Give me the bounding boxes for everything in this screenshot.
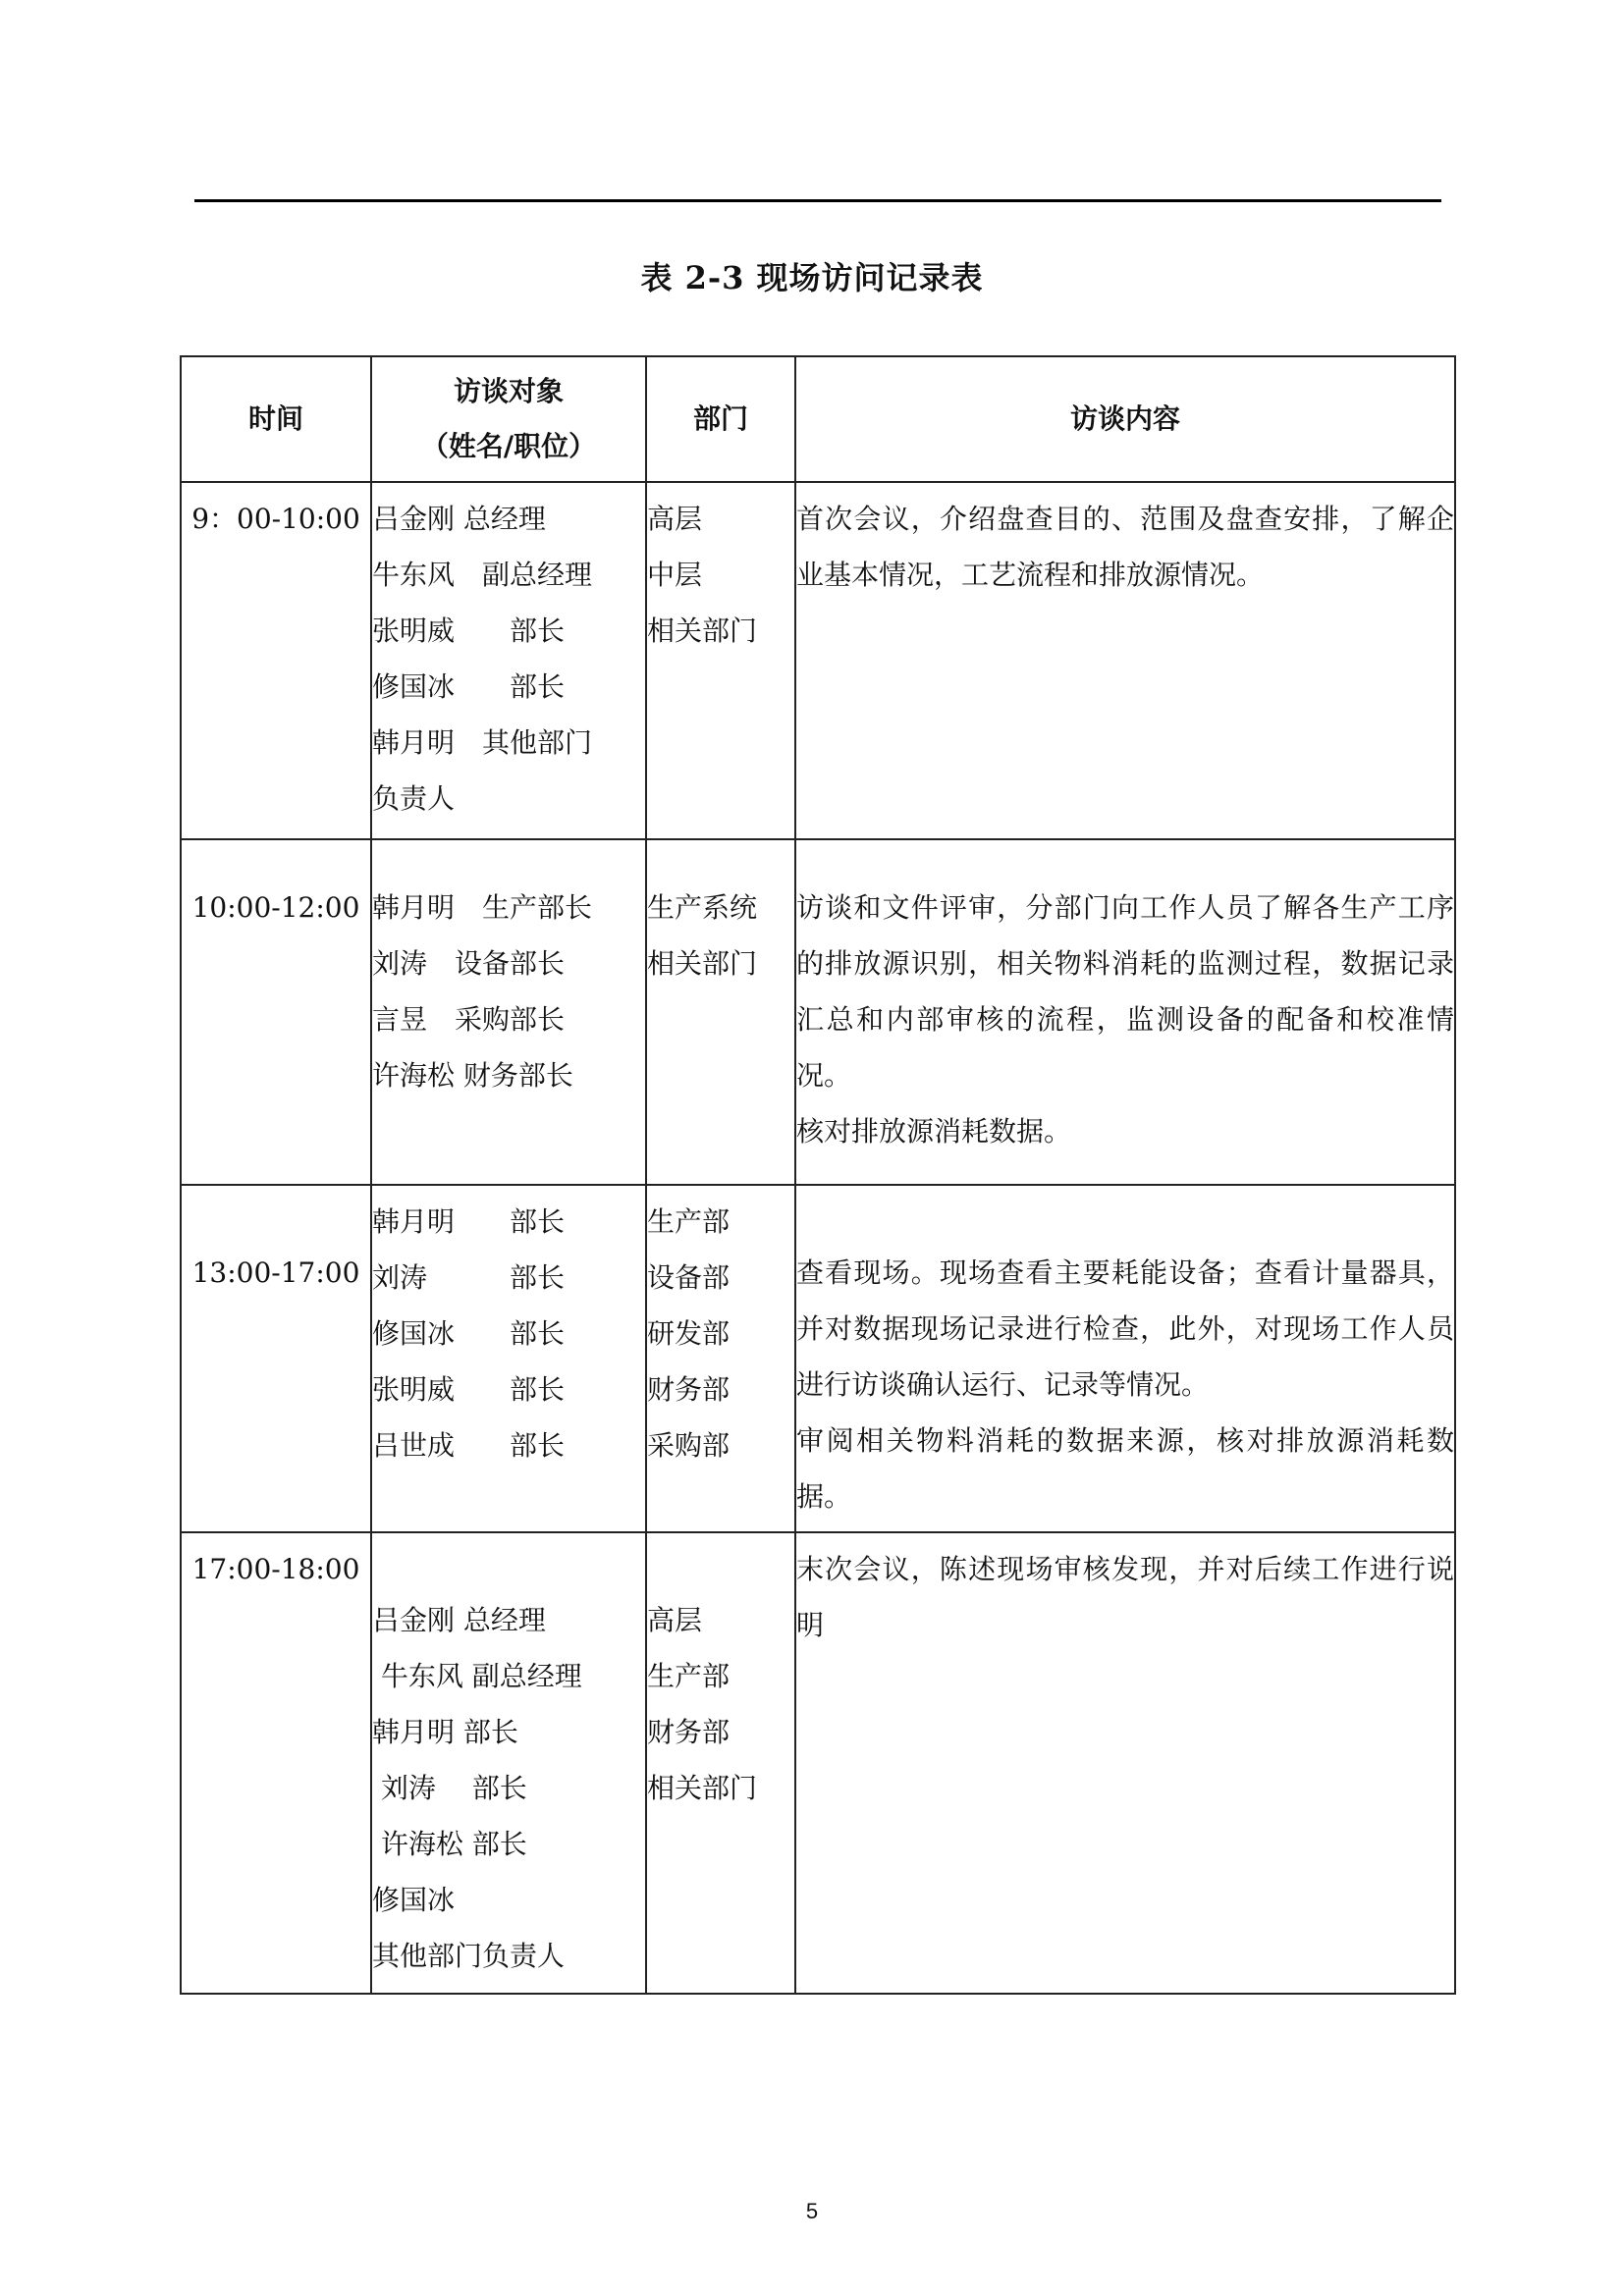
interviewee-line: 修国冰 部长 <box>372 1317 566 1350</box>
interviewee-line: 韩月明 部长 <box>372 1716 518 1748</box>
interviewee-line: 韩月明 部长 <box>372 1205 566 1238</box>
department-line: 相关部门 <box>647 947 758 980</box>
department-line: 生产部 <box>647 1205 731 1238</box>
time-cell <box>181 482 371 839</box>
table-row <box>181 839 1455 1185</box>
table-header-row <box>181 356 1455 482</box>
department-line: 相关部门 <box>647 614 758 647</box>
interviewee-line: 刘涛 设备部长 <box>372 947 566 980</box>
table-row <box>181 1185 1455 1532</box>
time-text: 13:00-17:00 <box>191 1256 360 1289</box>
interviewee-line: 牛东风 副总经理 <box>372 559 593 591</box>
interviewee-line: 许海松 财务部长 <box>372 1059 573 1092</box>
table-row <box>181 1532 1455 1994</box>
interviewee-line: 许海松 部长 <box>372 1828 527 1860</box>
department-line: 生产部 <box>647 1660 731 1692</box>
table-row <box>181 482 1455 839</box>
interviewee-line: 张明威 部长 <box>372 614 566 647</box>
interviewee-cell <box>371 1532 646 1994</box>
time-text: 10:00-12:00 <box>191 891 360 924</box>
time-cell <box>181 1532 371 1994</box>
department-line: 生产系统 <box>647 891 758 924</box>
department-line: 研发部 <box>647 1317 731 1350</box>
interviewee-line: 修国冰 <box>372 1884 456 1916</box>
interviewee-line: 负责人 <box>372 782 456 815</box>
content-paragraph: 首次会议，介绍盘查目的、范围及盘查安排，了解企业基本情况，工艺流程和排放源情况。 <box>796 503 1454 591</box>
content-paragraph: 核对排放源消耗数据。 <box>796 1115 1072 1148</box>
header-time: 时间 <box>181 356 371 482</box>
content-paragraph: 审阅相关物料消耗的数据来源，核对排放源消耗数据。 <box>796 1424 1454 1513</box>
department-line: 财务部 <box>647 1373 731 1406</box>
department-line: 设备部 <box>647 1261 731 1294</box>
interview-content-cell <box>795 1185 1455 1532</box>
department-line: 中层 <box>647 559 703 591</box>
content-paragraph: 访谈和文件评审，分部门向工作人员了解各生产工序的排放源识别，相关物料消耗的监测过程，数据记录汇总和内部审核的流程，监测设备的配备和校准情况。 <box>796 891 1454 1092</box>
interviewee-cell <box>371 1185 646 1532</box>
interviewee-line: 刘涛 部长 <box>372 1261 566 1294</box>
interviewee-cell <box>371 482 646 839</box>
interviewee-line: 韩月明 其他部门 <box>372 726 593 759</box>
interviewee-line: 其他部门负责人 <box>372 1940 566 1972</box>
department-cell <box>646 839 795 1185</box>
interviewee-cell <box>371 839 646 1185</box>
header-rule <box>194 199 1441 202</box>
interviewee-line: 刘涛 部长 <box>372 1772 527 1804</box>
interview-content-cell <box>795 482 1455 839</box>
header-content: 访谈内容 <box>795 356 1455 482</box>
department-line: 相关部门 <box>647 1772 758 1804</box>
content-paragraph: 查看现场。现场查看主要耗能设备；查看计量器具，并对数据现场记录进行检查，此外，对现场工作人员进行访谈确认运行、记录等情况。 <box>796 1256 1454 1401</box>
interview-content-cell <box>795 1532 1455 1994</box>
department-line: 采购部 <box>647 1429 731 1462</box>
page-number: 5 <box>805 2199 819 2223</box>
table-title: 表 2-3 现场访问记录表 <box>640 259 984 296</box>
header-person <box>371 356 646 482</box>
header-person-line2: （姓名/职位） <box>420 430 597 462</box>
interview-content-cell <box>795 839 1455 1185</box>
time-text: 9：00-10:00 <box>191 503 360 535</box>
interviewee-line: 张明威 部长 <box>372 1373 566 1406</box>
interviewee-line: 吕金刚 总经理 <box>372 503 546 535</box>
content-paragraph: 末次会议，陈述现场审核发现，并对后续工作进行说明 <box>796 1553 1454 1641</box>
interviewee-line: 牛东风 副总经理 <box>372 1660 582 1692</box>
interviewee-line: 吕金刚 总经理 <box>372 1604 546 1636</box>
department-cell <box>646 482 795 839</box>
time-text: 17:00-18:00 <box>191 1553 360 1585</box>
department-line: 财务部 <box>647 1716 731 1748</box>
header-person-line1: 访谈对象 <box>453 375 564 407</box>
time-cell <box>181 1185 371 1532</box>
department-cell <box>646 1185 795 1532</box>
interviewee-line: 吕世成 部长 <box>372 1429 566 1462</box>
time-cell <box>181 839 371 1185</box>
interviewee-line: 修国冰 部长 <box>372 670 566 703</box>
interviewee-line: 韩月明 生产部长 <box>372 891 593 924</box>
interview-record-table <box>180 355 1456 1995</box>
table-body <box>181 482 1455 1994</box>
department-line: 高层 <box>647 503 703 535</box>
header-dept: 部门 <box>646 356 795 482</box>
interviewee-line: 言昱 采购部长 <box>372 1003 566 1036</box>
department-cell <box>646 1532 795 1994</box>
department-line: 高层 <box>647 1604 703 1636</box>
